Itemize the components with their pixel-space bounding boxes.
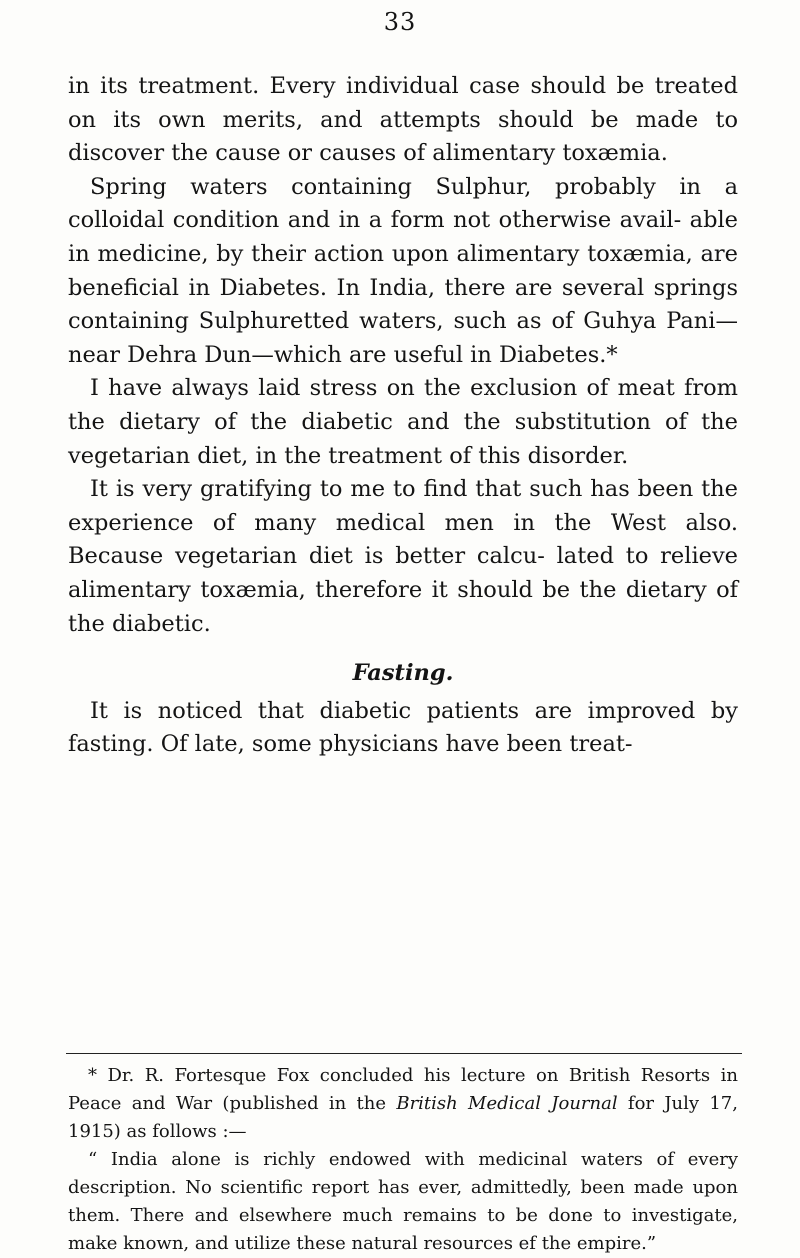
footnote-citation bbox=[68, 1062, 738, 1146]
footnote bbox=[68, 1062, 738, 1258]
paragraph-5: It is noticed that diabetic patients are improved by fasting. Of late, some physicians have been treat- bbox=[68, 697, 738, 758]
journal-title: British Medical Journal bbox=[396, 1093, 618, 1114]
footnote-citation-text: * Dr. R. Fortesque Fox concluded his lecture on British Resorts in Peace and War (published in the bbox=[68, 1065, 738, 1114]
section-heading-fasting: Fasting. bbox=[352, 660, 454, 687]
page-number: 33 bbox=[383, 8, 417, 36]
paragraph-3: I have always laid stress on the exclusion of meat from the dietary of the diabetic and the substitution of the vegetarian diet, in the treatment of this disorder. bbox=[68, 375, 738, 469]
paragraph-4: It is very gratifying to me to find that such has been the experience of many medical men in the West also. Because vegetarian diet is better calcu- lated to relieve alimentary toxæmia, therefore it should be the dietary of the diabetic. bbox=[68, 476, 738, 637]
paragraph-2: Spring waters containing Sulphur, probably in a colloidal condition and in a form not otherwise avail- able in medicine, by their action upon alimentary toxæmia, are beneficial in Diabetes. In India, there are several springs containing Sulphuretted waters, such as of Guhya Pani—near Dehra Dun—which are useful in Diabetes.* bbox=[68, 173, 738, 368]
footnote-quote: “ India alone is richly endowed with medicinal waters of every description. No scientific report has ever, admittedly, been made upon them. There and elsewhere much remains to be done to investigate, make known, and utilize these natural resources ef the empire.” bbox=[68, 1149, 738, 1254]
main-text bbox=[68, 70, 738, 762]
footnote-citation-end: for July 17, 1915) as follows :— bbox=[68, 1093, 738, 1142]
footnote-divider bbox=[66, 1053, 742, 1054]
paragraph-1: in its treatment. Every individual case should be treated on its own merits, and attempts should be made to discover the cause or causes of alimentary toxæmia. bbox=[68, 73, 738, 167]
